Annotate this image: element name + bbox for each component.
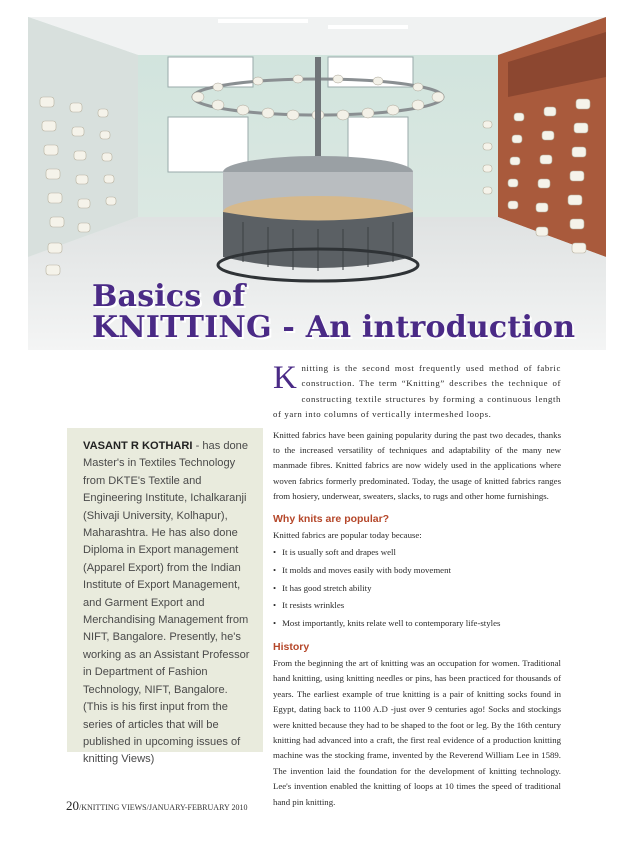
list-item: • It molds and moves easily with body movement <box>273 562 561 580</box>
author-bio-box <box>67 428 263 766</box>
section-lead: Knitted fabrics are popular today because: <box>273 529 422 540</box>
history-paragraph: From the beginning the art of knitting was an occupation for women. Traditional hand knitting, using knitting needles or pins, has been practiced for thousands of years. The earliest example of true knitting is a pair of knitting socks found in Egypt, dating back to 1100 A.D -just over 9 centuries ago! Socks and stockings were knitted because they had to be shaped to the foot or leg. By the 16th century knitting had advanced into a craft, the first real evidence of a production knitting machine was the stocking frame, invented by the Reverend William Lee in 1589. The invention laid the foundation for the development of knitting technology. Lee's invention enabled the knitting of loops at 10 times the speed of traditional hand pin knitting. <box>273 658 561 807</box>
section-heading-why-knits: Why knits are popular? <box>273 512 390 525</box>
title-line-1: Basics of <box>92 279 246 314</box>
list-item: • Most importantly, knits relate well to contemporary life-styles <box>273 615 561 633</box>
body-paragraph-2: Knitted fabrics have been gaining popularity during the past two decades, thanks to the increased versatility of techniques and adaptability of the many new manmade fibres. Knitted fabrics are now widely used in the applications where woven fabrics formerly predominated. Today, the usage of knitted fabrics ranges from hosiery, underwear, sweaters, slacks, to rugs and other home furnishings. <box>273 429 561 502</box>
title-line-2: KNITTING - An introduction <box>92 310 576 345</box>
list-item: • It resists wrinkles <box>273 597 561 615</box>
page-number: 20 <box>66 798 79 813</box>
list-item: • It is usually soft and drapes well <box>273 544 561 562</box>
footer-text: /KNITTING VIEWS/JANUARY-FEBRUARY 2010 <box>79 803 248 812</box>
section-heading-history: History <box>273 641 310 654</box>
article-body <box>273 361 561 815</box>
list-item: • It has good stretch ability <box>273 580 561 598</box>
author-bio-text: - has done Master's in Textiles Technology from DKTE's Textile and Engineering Institute, Ichalkaranji (Shivaji University, Kolhapur), Maharashtra. He has also done Diploma in Export management (Apparel Export) from the Indian Institute of Export Management, and Garment Export and Merchandising Management from NIFT, Bangalore. Presently, he's working as an Assistant Professor in Department of Fashion Technology, NIFT, Bangalore. (This is his first input from the series of articles that will be published in upcoming issues of knitting Views) <box>83 440 250 766</box>
author-name: VASANT R KOTHARI <box>83 440 193 452</box>
intro-paragraph <box>273 361 561 423</box>
drop-cap: K <box>273 360 298 396</box>
intro-text: nitting is the second most frequently used method of fabric construction. The term “Knitting” describes the technique of constructing textile structures by forming a continuous length of yarn into columns of vertically intermeshed loops. <box>273 363 561 420</box>
popularity-list <box>273 544 561 633</box>
article-title <box>92 281 575 343</box>
author-bio <box>67 428 263 769</box>
page-footer <box>66 798 247 814</box>
